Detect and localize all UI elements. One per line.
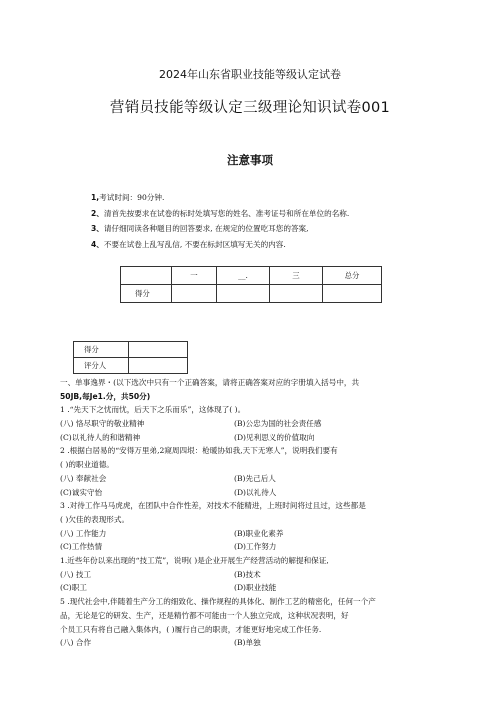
option-a: (八) 技工 bbox=[60, 569, 92, 579]
question-stem: 个员工只有将自己融入集体内，( )履行自己的职责，才能更好地完成工作任务. bbox=[60, 624, 322, 634]
question-stem: 3 .对待工作马马虎虎，在团队中合作性差，对技术不能精进，上班时间将过且过，这些都是 bbox=[60, 501, 366, 511]
grader-label-name: 评分人 bbox=[74, 358, 129, 374]
option-d: (D)工作努力 bbox=[234, 542, 277, 552]
question-stem: 5 .现代社会中,伴随着生产分工的细致化、操作规程的具体化、制作工艺的精密化，任何一个产 bbox=[60, 597, 376, 607]
notice-item: 2、清首先按要求在试卷的标时处填写您的姓名、准考证号和所在单位的名称. bbox=[91, 208, 350, 218]
question-stem: ( )的职业道德。 bbox=[60, 460, 114, 470]
option-d: (D)见利思义的价值取向 bbox=[234, 432, 315, 442]
option-b: (B)公忠为国的社会责任感 bbox=[234, 419, 322, 429]
option-a: (八) 奉献社会 bbox=[60, 473, 107, 483]
section-intro-score: 50JB,每Je1.分，共50分) bbox=[60, 391, 151, 401]
option-b: (B)先己后人 bbox=[234, 473, 276, 483]
score-header-cell: __. bbox=[217, 267, 270, 285]
grader-name-cell[interactable] bbox=[129, 358, 188, 374]
question-stem: 1.近些年份以来出现的“技工荒”，说明( )是企业开展生产经营活动的解提和保证, bbox=[60, 556, 329, 566]
notice-list bbox=[91, 190, 451, 252]
notice-title: 注意事项 bbox=[227, 153, 273, 167]
question-stem: 品，无论是它的研发、生产，还是精竹都不可能由一个人独立完成，这种状况表明，好 bbox=[60, 610, 349, 620]
option-b: (B)职业化素养 bbox=[234, 528, 284, 538]
score-cell[interactable] bbox=[217, 285, 270, 303]
score-cell[interactable] bbox=[323, 285, 382, 303]
score-header-cell: 总分 bbox=[323, 267, 382, 285]
score-cell[interactable] bbox=[172, 285, 217, 303]
option-c: (C)以礼待人的和谐精神 bbox=[60, 432, 141, 442]
score-header-cell: 三 bbox=[270, 267, 323, 285]
option-c: (C)职工 bbox=[60, 583, 87, 593]
question-stem: ( )欠佳的表现形式。 bbox=[60, 514, 130, 524]
score-row-label: 得分 bbox=[121, 285, 172, 303]
section-intro: 一、单事逸界・(以下选次中只有一个正确答案，请将正确答案对应的字册填入括号中，共 bbox=[60, 378, 360, 387]
option-b: (B)技术 bbox=[234, 569, 261, 579]
grader-score-cell[interactable] bbox=[129, 342, 188, 358]
option-b: (B)单独 bbox=[234, 638, 261, 648]
question bbox=[60, 444, 470, 499]
score-table bbox=[120, 266, 382, 303]
option-d: (D)职业技能 bbox=[234, 583, 277, 593]
notice-item: 3、请仔细同读各种题目的回答要求, 在规定的位置吃耳您的答案, bbox=[91, 224, 309, 233]
score-table-row bbox=[121, 285, 382, 303]
notice-item: 4、不要在试卷上乱写乱信, 不要在标封区填写无关的内容. bbox=[91, 239, 286, 249]
question bbox=[60, 403, 470, 444]
option-c: (C)工作热情 bbox=[60, 542, 103, 552]
grader-label-score: 得分 bbox=[74, 342, 129, 358]
option-a: (八) 恪尽职守的敬业精神 bbox=[60, 419, 145, 429]
score-header-cell bbox=[121, 267, 172, 285]
grader-table bbox=[73, 341, 188, 374]
question-stem: 1 .“先天下之忧而忧，后天下之乐而乐”，这体现了( )。 bbox=[60, 405, 246, 415]
score-cell[interactable] bbox=[270, 285, 323, 303]
option-a: (八) 合作 bbox=[60, 638, 92, 648]
question bbox=[60, 499, 470, 554]
question bbox=[60, 554, 470, 595]
question bbox=[60, 595, 470, 650]
paper-title: 营销员技能等级认定三级理论知识试卷001 bbox=[109, 100, 391, 116]
question-stem: 2 .根据白居易的“安得万里弟,2窥周四垠：枪暖协如我,天下无寒人”，说明我们要有 bbox=[60, 446, 338, 456]
option-c: (C)诚实守怡 bbox=[60, 487, 103, 497]
notice-item: 1,考试时间：90分钟. bbox=[91, 193, 165, 202]
score-table-header bbox=[121, 267, 382, 285]
exam-title: 2024年山东省职业技能等级认定试卷 bbox=[159, 68, 341, 81]
question-section bbox=[60, 376, 470, 650]
score-header-cell: 一 bbox=[172, 267, 217, 285]
option-a: (八) 工作能力 bbox=[60, 528, 107, 538]
option-d: (D)以礼待人 bbox=[234, 487, 277, 497]
